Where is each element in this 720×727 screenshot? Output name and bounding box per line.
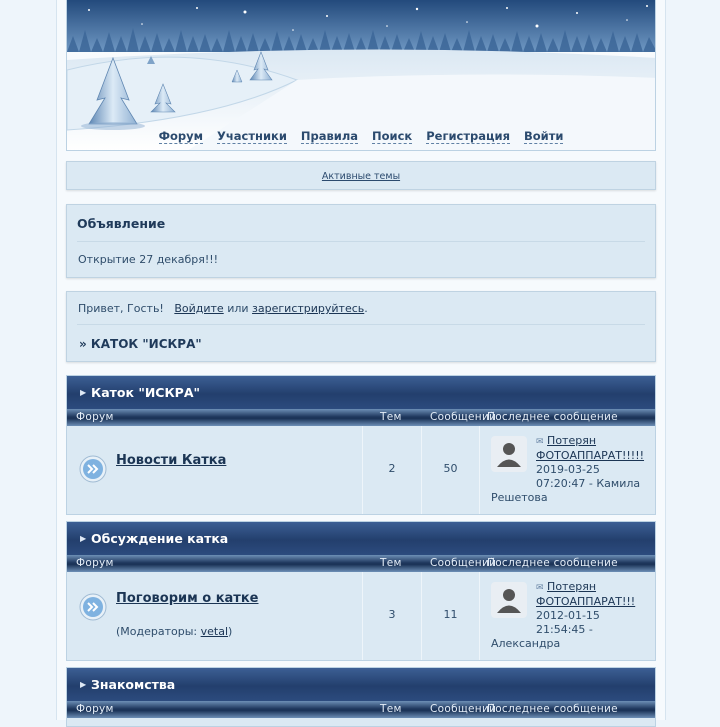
announcement-title: Объявление bbox=[77, 216, 166, 231]
col-posts: Сообщений bbox=[430, 703, 497, 715]
moderator-link[interactable]: vetal bbox=[200, 625, 229, 638]
column-headers bbox=[67, 555, 655, 572]
col-posts: Сообщений bbox=[430, 411, 497, 423]
last-post bbox=[491, 580, 655, 651]
category-title: Обсуждение катка bbox=[91, 531, 229, 546]
nav-register[interactable]: Регистрация bbox=[426, 129, 510, 143]
category-block bbox=[66, 375, 656, 515]
moderators-prefix: (Модераторы: bbox=[116, 625, 198, 638]
nav-rules[interactable]: Правила bbox=[300, 129, 359, 143]
col-forum: Форум bbox=[76, 703, 114, 715]
col-forum: Форум bbox=[76, 411, 114, 423]
col-topics: Тем bbox=[380, 703, 402, 715]
category-block bbox=[66, 667, 656, 727]
divider bbox=[77, 241, 645, 242]
last-post-link[interactable]: Потерян ФОТОАППАРАТ!!! bbox=[536, 580, 636, 608]
moderators-suffix: ) bbox=[228, 625, 233, 638]
col-posts: Сообщений bbox=[430, 557, 497, 569]
last-post bbox=[491, 434, 655, 505]
register-link[interactable]: зарегистрируйтесь bbox=[252, 302, 365, 315]
main-nav bbox=[67, 129, 655, 144]
category-title: Каток "ИСКРА" bbox=[91, 385, 201, 400]
category-header[interactable] bbox=[67, 376, 655, 409]
divider bbox=[77, 324, 645, 325]
greeting-or: или bbox=[227, 302, 249, 315]
last-post-author[interactable]: Александра bbox=[491, 637, 561, 650]
moderators bbox=[116, 625, 232, 638]
envelope-icon: ✉ bbox=[536, 583, 544, 593]
forum-read-icon bbox=[79, 593, 107, 621]
column-headers bbox=[67, 409, 655, 426]
forum-header bbox=[66, 0, 656, 151]
greeting-suffix: . bbox=[364, 302, 368, 315]
col-topics: Тем bbox=[380, 557, 402, 569]
announcement-text: Открытие 27 декабря!!! bbox=[78, 253, 219, 266]
triangle-right-icon: ▶ bbox=[80, 388, 87, 397]
breadcrumb[interactable]: » КАТОК "ИСКРА" bbox=[79, 337, 202, 351]
avatar-placeholder-icon bbox=[491, 436, 527, 472]
column-headers bbox=[67, 701, 655, 718]
category-header[interactable] bbox=[67, 668, 655, 701]
active-topics-link[interactable]: Активные темы bbox=[321, 171, 401, 182]
last-post-time: 07:20:47 - Камила bbox=[536, 477, 641, 490]
category-title: Знакомства bbox=[91, 677, 176, 692]
triangle-right-icon: ▶ bbox=[80, 534, 87, 543]
posts-count: 50 bbox=[443, 462, 458, 475]
topics-count: 3 bbox=[388, 608, 396, 621]
nav-forum[interactable]: Форум bbox=[158, 129, 203, 143]
avatar-placeholder-icon bbox=[491, 582, 527, 618]
category-block bbox=[66, 521, 656, 661]
nav-members[interactable]: Участники bbox=[217, 129, 287, 143]
nav-search[interactable]: Поиск bbox=[372, 129, 413, 143]
envelope-icon: ✉ bbox=[536, 437, 544, 447]
forum-row bbox=[67, 426, 655, 514]
last-post-date: 2012-01-15 bbox=[536, 609, 600, 622]
triangle-right-icon: ▶ bbox=[80, 680, 87, 689]
last-post-author[interactable]: Решетова bbox=[491, 491, 548, 504]
active-topics-bar bbox=[66, 161, 656, 190]
last-post-date: 2019-03-25 bbox=[536, 463, 600, 476]
category-header[interactable] bbox=[67, 522, 655, 555]
last-post-link[interactable]: Потерян ФОТОАППАРАТ!!!!! bbox=[536, 434, 645, 462]
nav-login[interactable]: Войти bbox=[523, 129, 564, 143]
forum-read-icon bbox=[79, 455, 107, 483]
page-container bbox=[56, 0, 666, 720]
topics-count: 2 bbox=[388, 462, 396, 475]
col-last: Последнее сообщение bbox=[487, 703, 618, 715]
forum-row bbox=[67, 572, 655, 660]
col-last: Последнее сообщение bbox=[487, 557, 618, 569]
greeting-prefix: Привет, Гость! bbox=[78, 302, 164, 315]
welcome-box bbox=[66, 291, 656, 362]
forum-link-discussion[interactable]: Поговорим о катке bbox=[116, 591, 259, 606]
announcement-box bbox=[66, 204, 656, 278]
login-link[interactable]: Войдите bbox=[174, 302, 224, 315]
greeting-line bbox=[78, 302, 368, 315]
posts-count: 11 bbox=[443, 608, 458, 621]
col-last: Последнее сообщение bbox=[487, 411, 618, 423]
col-topics: Тем bbox=[380, 411, 402, 423]
last-post-time: 21:54:45 - bbox=[536, 623, 593, 636]
forum-link-news[interactable]: Новости Катка bbox=[116, 453, 227, 468]
col-forum: Форум bbox=[76, 557, 114, 569]
